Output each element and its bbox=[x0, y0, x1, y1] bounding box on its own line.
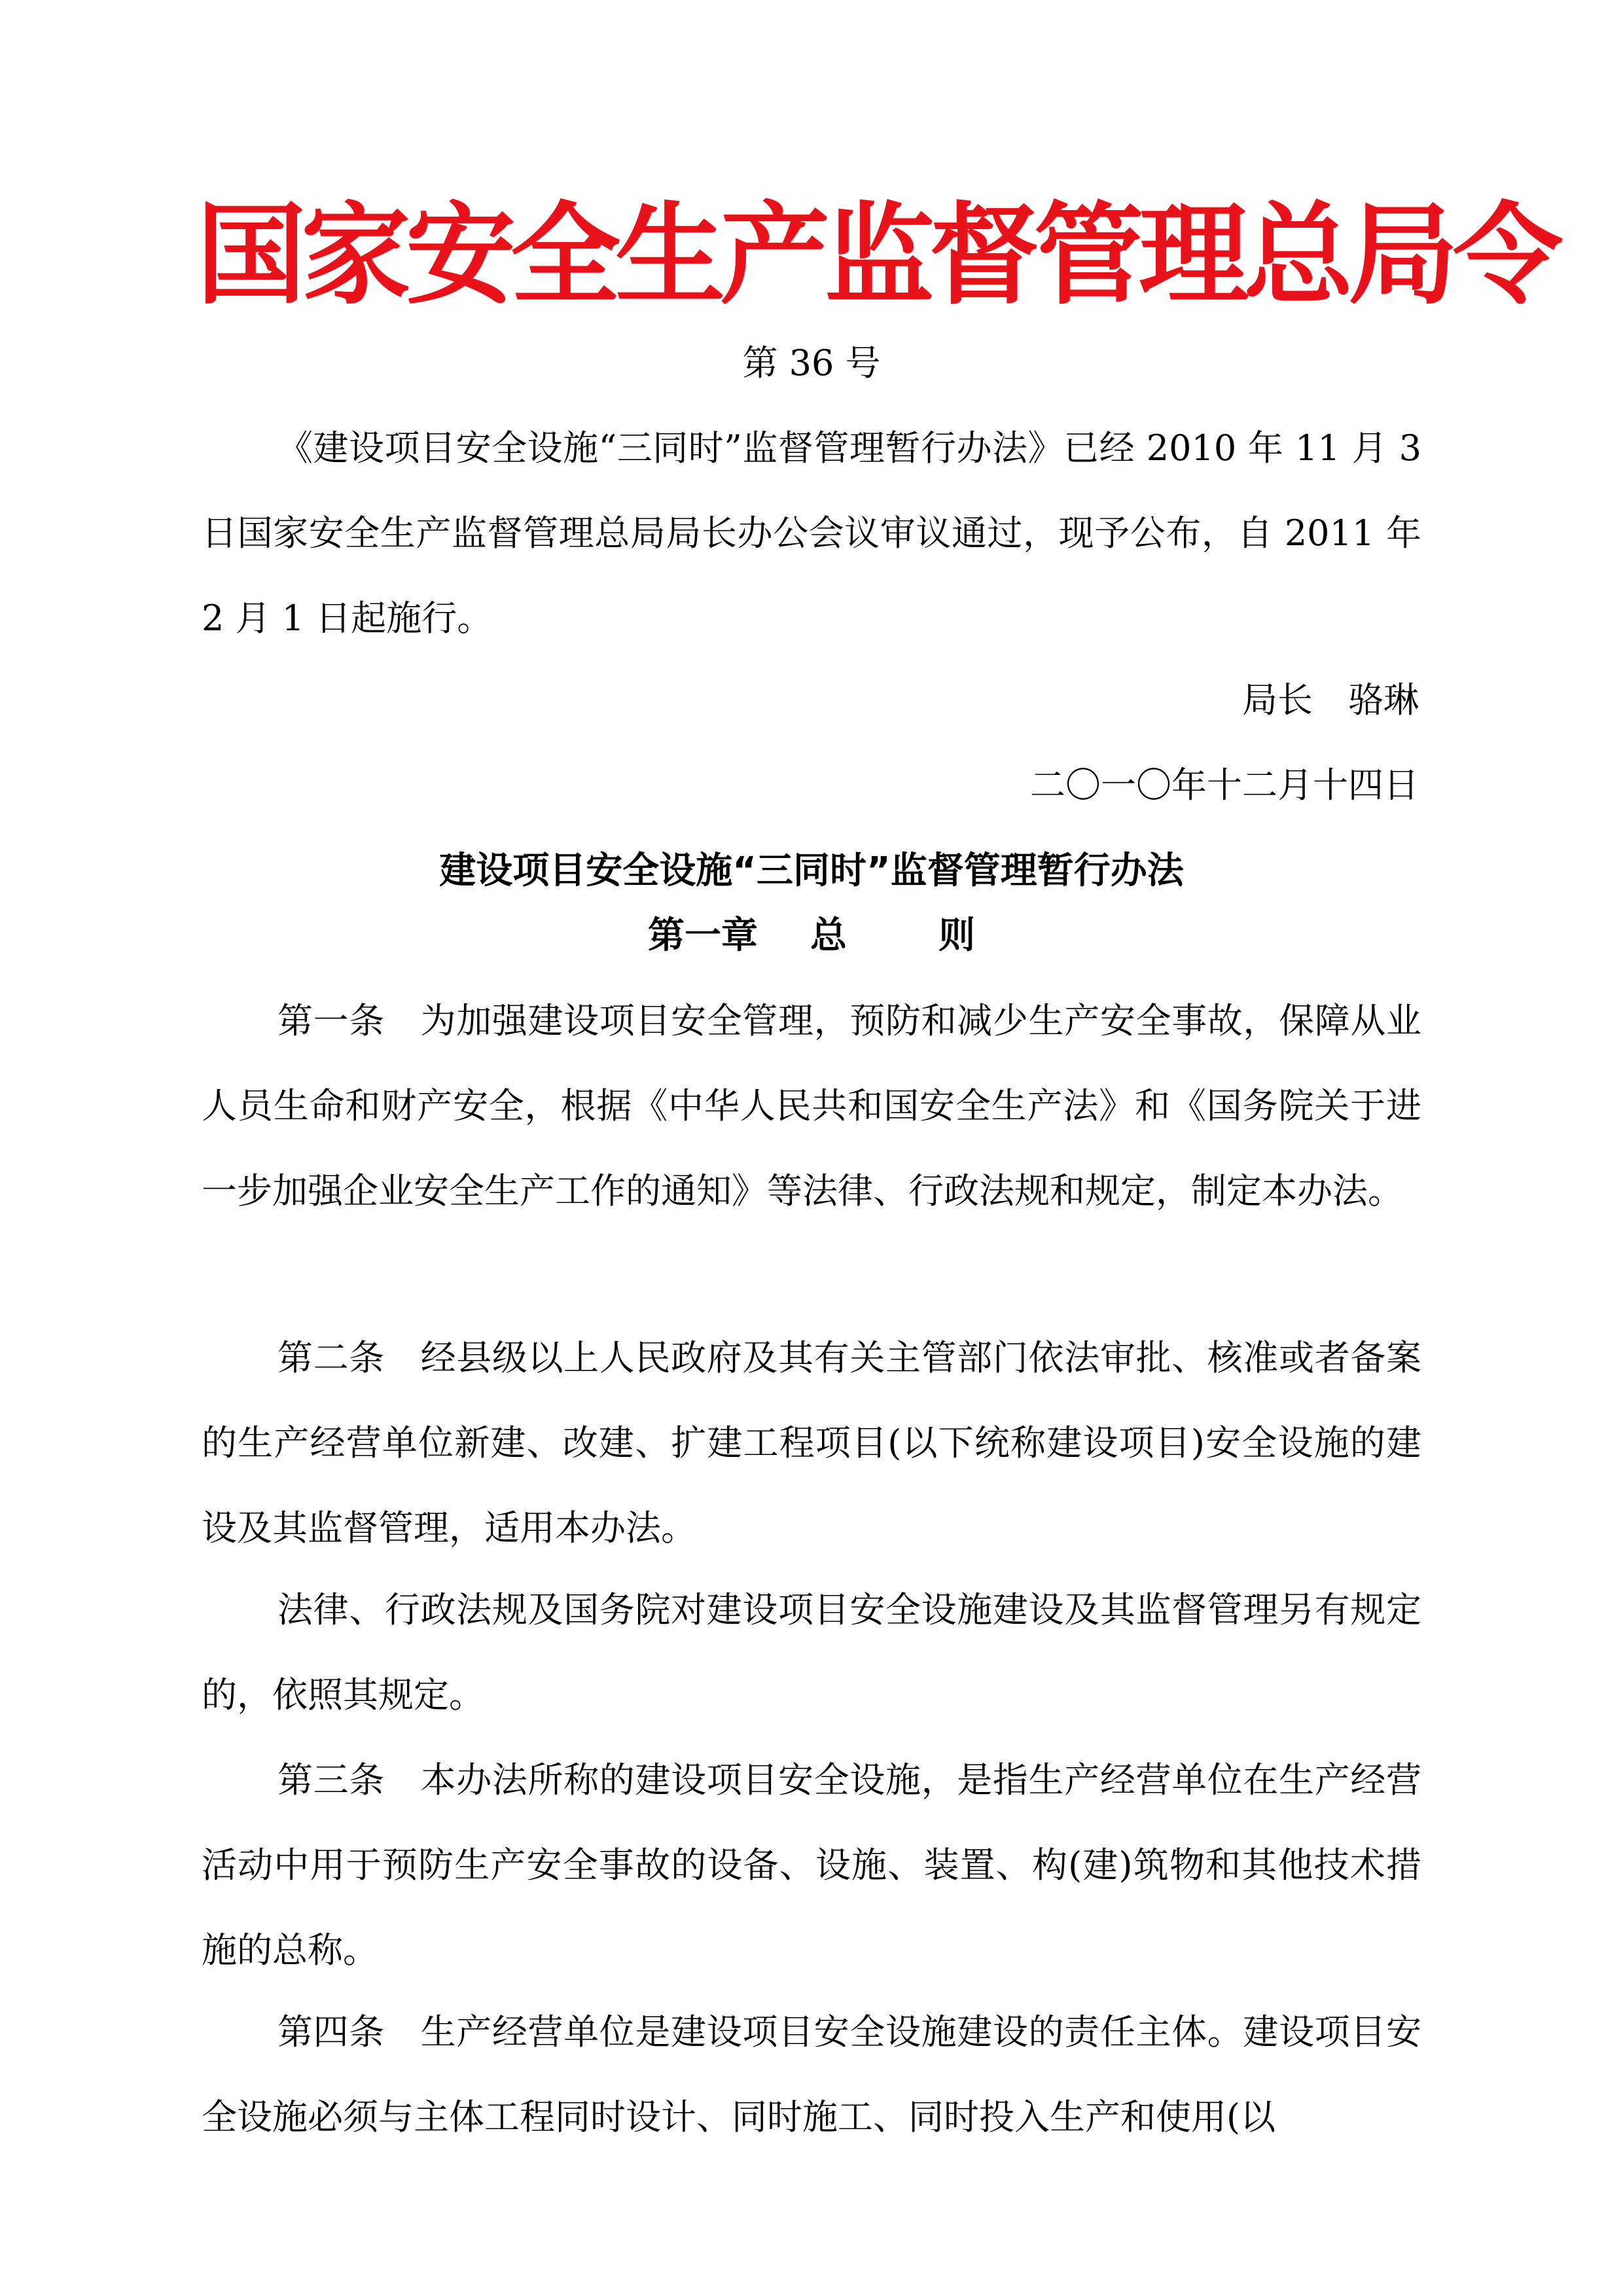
document-title: 建设项目安全设施“三同时”监督管理暂行办法 bbox=[439, 850, 1184, 892]
signer-name: 骆琳 bbox=[1348, 679, 1419, 721]
promulgation-date: 二〇一〇年十二月十四日 bbox=[1030, 764, 1419, 806]
article-label: 第二条 bbox=[277, 1337, 385, 1378]
article-text: 生产经营单位是建设项目安全设施建设的责任主体。建设项目安全设施必须与主体工程同时设计、同时施工、同时投入生产和使用(以 bbox=[202, 2011, 1421, 2138]
article-text: 经县级以上人民政府及其有关主管部门依法审批、核准或者备案的生产经营单位新建、改建、扩建工程项目(以下统称建设项目)安全设施的建设及其监督管理，适用本办法。 bbox=[202, 1337, 1421, 1549]
masthead-title: 国家安全生产监督管理总局令 bbox=[196, 191, 1558, 319]
promulgation-paragraph: 《建设项目安全设施“三同时”监督管理暂行办法》已经 2010 年 11 月 3 日国家安全生产监督管理总局局长办公会议审议通过，现予公布，自 2011 年 2 月 1 日起施行。 bbox=[202, 427, 1421, 639]
article-text: 法律、行政法规及国务院对建设项目安全设施建设及其监督管理另有规定的，依照其规定。 bbox=[202, 1589, 1421, 1715]
article-4 bbox=[202, 1990, 1421, 2160]
article-text: 为加强建设项目安全管理，预防和减少生产安全事故，保障从业人员生命和财产安全，根据《中华人民共和国安全生产法》和《国务院关于进一步加强企业安全生产工作的通知》等法律、行政法规和规定，制定本办法。 bbox=[202, 1000, 1421, 1211]
article-text: 本办法所称的建设项目安全设施，是指生产经营单位在生产经营活动中用于预防生产安全事故的设备、设施、装置、构(建)筑物和其他技术措施的总称。 bbox=[202, 1759, 1421, 1971]
chapter-title-second: 则 bbox=[938, 914, 975, 957]
signer bbox=[1242, 677, 1419, 723]
signer-title: 局长 bbox=[1242, 679, 1313, 721]
chapter-title-first: 总 bbox=[810, 914, 847, 957]
chapter-heading bbox=[0, 911, 1623, 961]
article-label: 第一条 bbox=[277, 1000, 385, 1041]
article-3 bbox=[202, 1738, 1421, 1993]
article-label: 第三条 bbox=[277, 1759, 385, 1801]
order-number: 第 36 号 bbox=[742, 342, 881, 384]
article-2-paragraph-2 bbox=[202, 1568, 1421, 1738]
chapter-label: 第一章 bbox=[648, 914, 758, 957]
article-label: 第四条 bbox=[277, 2011, 385, 2053]
article-1 bbox=[202, 978, 1421, 1234]
article-2 bbox=[202, 1316, 1421, 1571]
